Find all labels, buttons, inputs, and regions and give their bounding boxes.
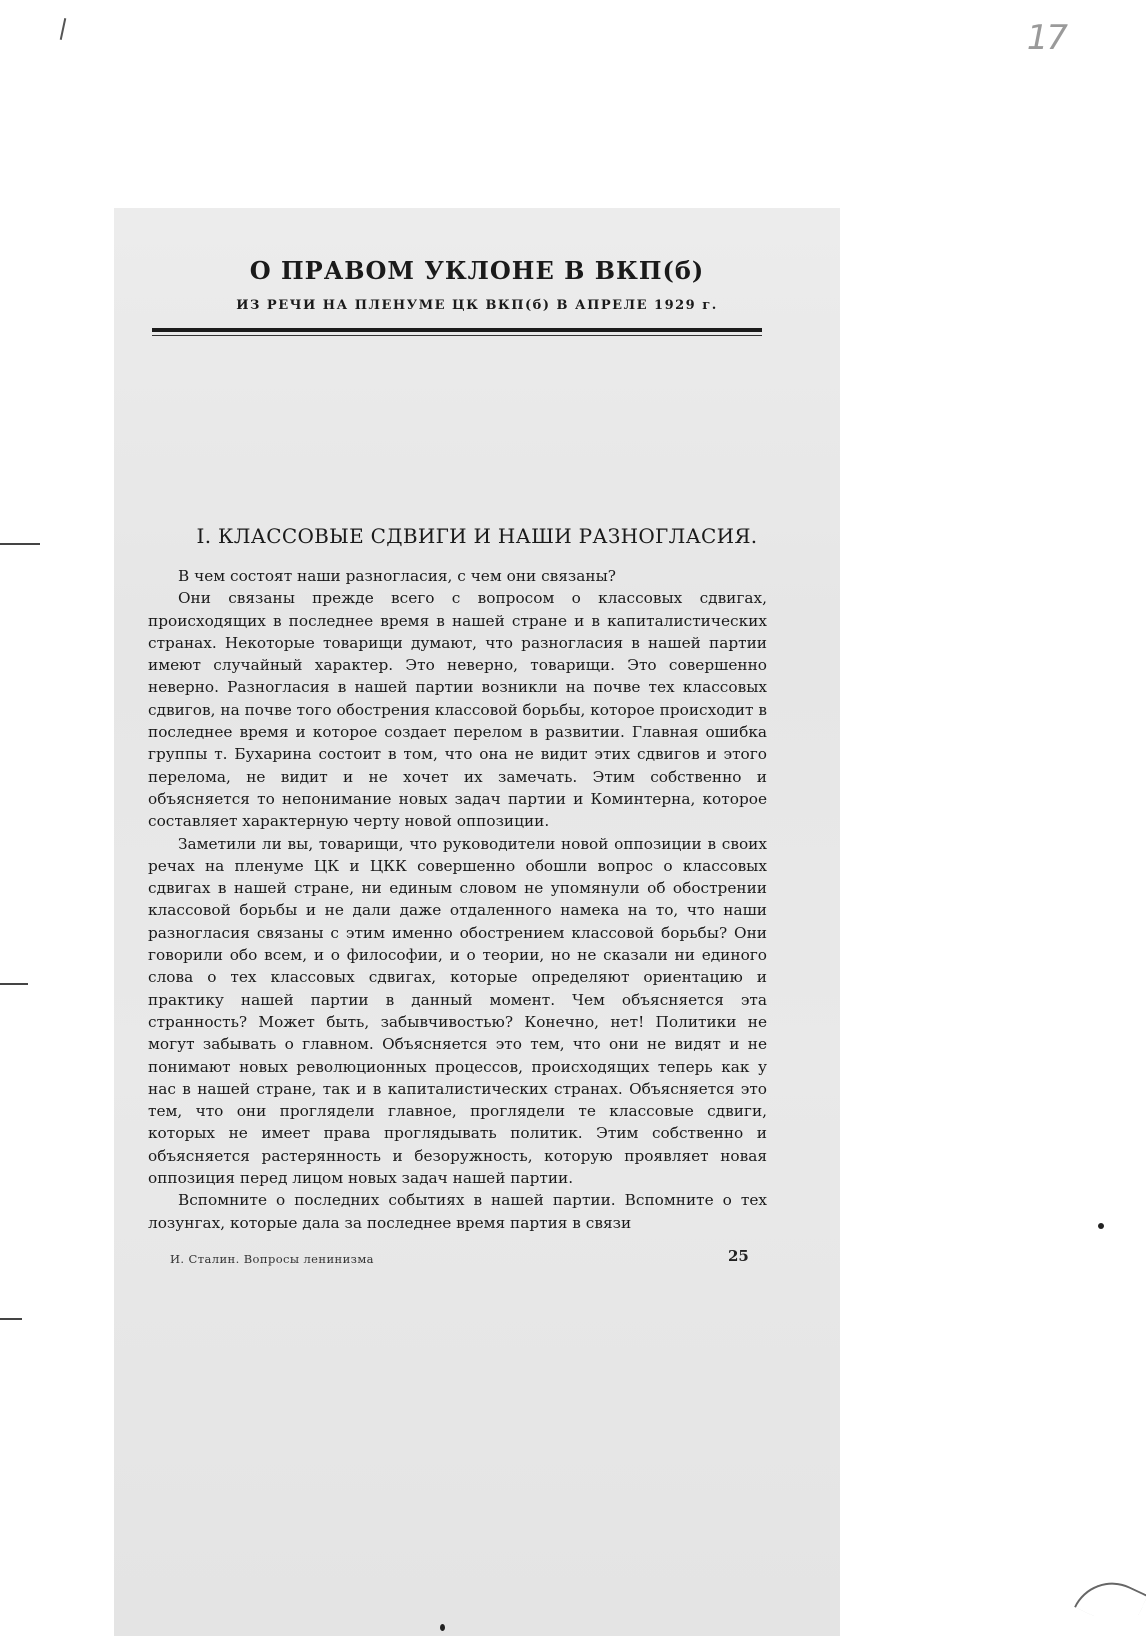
page-title: О ПРАВОМ УКЛОНЕ В ВКП(б) (249, 256, 705, 285)
paragraph: Вспомните о последних событиях в нашей партии. Вспомните о тех лозунгах, которые дала за последнее время партия в связи (148, 1191, 767, 1232)
paragraph: Они связаны прежде всего с вопросом о классовых сдвигах, происходящих в последнее время в нашей стране и в капиталистических странах. Некоторые товарищи думают, что разногласия в нашей партии имеют случайный характер. Это неверно, товарищи. Это совершенно неверно. Разногласия в нашей партии возникли на почве тех классовых сдвигов, на почве того обострения классовой борьбы, которое происходит в последнее время и которое создает перелом в развитии. Главная ошибка группы т. Бухарина состоит в том, что она не видит этих сдвигов и этого перелома, не видит и не хочет их замечать. Этим собственно и объясняется то непонимание новых задач партии и Коминтерна, которое составляет характерную черту новой оппозиции. (148, 589, 767, 831)
page-speck (440, 1624, 445, 1631)
book-page (114, 208, 840, 1636)
footer-source: И. Сталин. Вопросы ленинизма (170, 1252, 374, 1266)
folio-number: 17 (1026, 18, 1066, 58)
title-rule (152, 328, 762, 332)
paragraph: Заметили ли вы, товарищи, что руководители новой оппозиции в своих речах на пленуме ЦК и ЦКК совершенно обошли вопрос о классовых сдвигах в нашей стране, ни единым словом не упомянули об обострении классовой борьбы и не дали даже отдаленного намека на то, что наши разногласия связаны с этим именно обострением классовой борьбы? Они говорили обо всем, и о философии, и о теории, но не сказали ни единого слова о тех классовых сдвигах, которые определяют ориентацию и практику нашей партии в данный момент. Чем объясняется эта странность? Может быть, забывчивостью? Конечно, нет! Политики не могут забывать о главном. Объясняется это тем, что они не видят и не понимают новых революционных процессов, происходящих теперь как у нас в нашей стране, так и в капиталистических странах. Объясняется это тем, что они проглядели главное, проглядели те классовые сдвиги, которых не имеет права проглядывать политик. Этим собственно и объясняется растерянность и безоружность, которую проявляет новая оппозиция перед лицом новых задач нашей партии. (148, 834, 767, 1188)
page-subtitle: ИЗ РЕЧИ НА ПЛЕНУМЕ ЦК ВКП(б) В АПРЕЛЕ 1929 г. (236, 298, 718, 313)
page-number: 25 (728, 1247, 749, 1265)
title-rule-thin (152, 335, 762, 336)
scan-edge-mark (0, 983, 28, 985)
scan-edge-mark (0, 1318, 22, 1320)
scan-corner-curl (1074, 1569, 1146, 1633)
scan-corner-mark (60, 18, 67, 40)
scan-speck (1098, 1223, 1104, 1229)
body-text (148, 565, 767, 1234)
scan-edge-mark (0, 543, 40, 545)
paragraph: В чем состоят наши разногласия, с чем они связаны? (178, 567, 616, 585)
section-heading: I. КЛАССОВЫЕ СДВИГИ И НАШИ РАЗНОГЛАСИЯ. (196, 524, 758, 548)
